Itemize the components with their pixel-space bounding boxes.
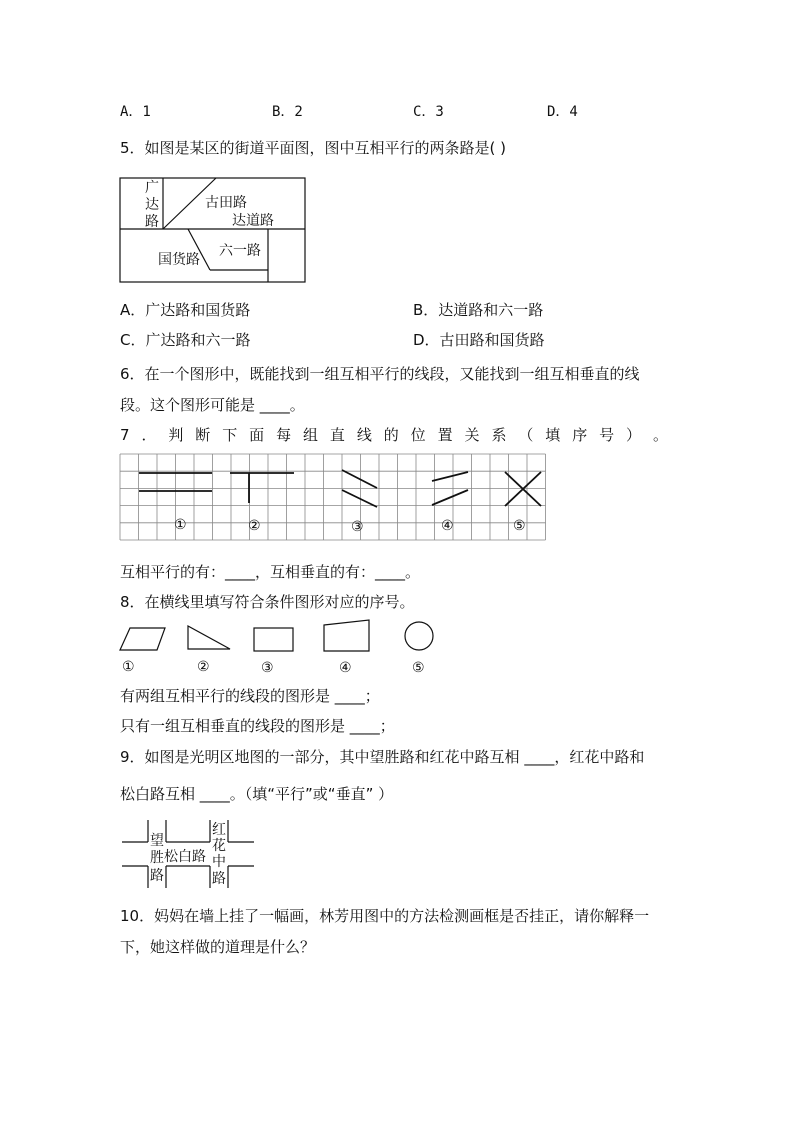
q5-option-b: B．达道路和六一路 [413,301,544,319]
q5-option-d: D．古田路和国货路 [413,331,545,349]
q7-label-1: ① [174,517,187,533]
q10-line-2: 下，她这样做的道理是什么？ [120,938,316,956]
q9-honghua-char-1: 红 [212,822,226,838]
q9-honghua-char-4: 路 [212,871,226,887]
q8-label-2: ② [197,659,210,675]
q4-option-a: A．1 [120,104,151,120]
q8-label-5: ⑤ [412,660,425,676]
q7-label-5: ⑤ [513,518,526,534]
q5-guangda-char-1: 广 [145,180,159,196]
q4-option-b: B．2 [272,104,303,120]
q5-guangda-char-2: 达 [145,197,159,213]
q5-dadao-label: 达道路 [232,213,274,229]
q8-line-1: 有两组互相平行的线段的图形是 ____； [120,687,380,705]
q7-label-3: ③ [351,519,364,535]
q5-gutian-label: 古田路 [205,195,247,211]
q7-answer-line: 互相平行的有：____，互相垂直的有：____。 [120,563,421,581]
q9-songbai-label: 松白路 [164,849,206,865]
q9-wangsheng-char-3: 路 [150,868,164,884]
q8-label-1: ① [122,659,135,675]
q8-stem: 8．在横线里填写符合条件图形对应的序号。 [120,593,415,611]
q9-honghua-char-3: 中 [212,854,226,870]
q10-line-1: 10．妈妈在墙上挂了一幅画，林芳用图中的方法检测画框是否挂正，请你解释一 [120,907,650,925]
q9-wangsheng-char-1: 望 [150,833,164,849]
q7-label-4: ④ [441,518,454,534]
q5-guohuo-label: 国货路 [158,252,200,268]
q4-option-d: D．4 [547,104,578,120]
q5-stem: 5．如图是某区的街道平面图，图中互相平行的两条路是( ) [120,139,507,157]
q5-guangda-char-3: 路 [145,214,159,230]
q5-option-c: C．广达路和六一路 [120,331,251,349]
q9-line-1: 9．如图是光明区地图的一部分，其中望胜路和红花中路互相 ____，红花中路和 [120,748,645,766]
q8-label-3: ③ [261,660,274,676]
q5-liuyi-label: 六一路 [219,243,261,259]
q6-line-2: 段。这个图形可能是 ____。 [120,396,305,414]
q8-label-4: ④ [339,660,352,676]
q9-wangsheng-char-2: 胜 [150,850,164,866]
q8-line-2: 只有一组互相垂直的线段的图形是 ____； [120,717,395,735]
q7-stem: 7 ． 判 断 下 面 每 组 直 线 的 位 置 关 系 （ 填 序 号 ） 。 [120,426,668,444]
q9-honghua-char-2: 花 [212,838,226,854]
q7-label-2: ② [248,518,261,534]
q4-option-c: C．3 [413,104,444,120]
q5-option-a: A．广达路和国货路 [120,301,251,319]
q6-line-1: 6．在一个图形中，既能找到一组互相平行的线段，又能找到一组互相垂直的线 [120,365,640,383]
q9-line-2: 松白路互相 ____。（填“平行”或“垂直” ） [120,785,394,803]
